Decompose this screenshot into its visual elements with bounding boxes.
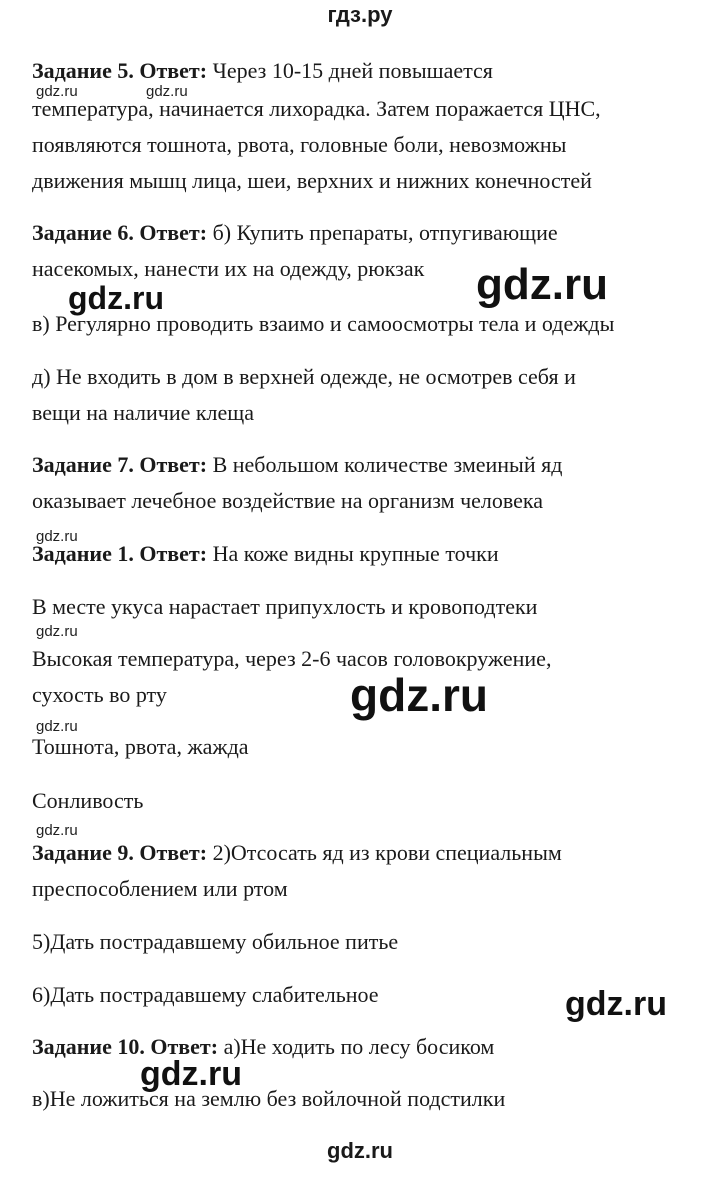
line-text: движения мышц лица, шеи, верхних и нижних конечностей — [32, 168, 592, 193]
line-text: преспособлением или ртом — [32, 876, 288, 901]
answer-line — [32, 682, 167, 708]
answer-line — [32, 929, 398, 955]
answer-line — [32, 364, 576, 390]
footer-watermark: gdz.ru — [327, 1138, 393, 1163]
line-text: Через 10-15 дней повышается — [207, 58, 493, 83]
task-label: Задание 5. Ответ: — [32, 58, 208, 83]
watermark-large: gdz.ru — [350, 669, 488, 721]
line-text: вещи на наличие клеща — [32, 400, 254, 425]
answer-line — [32, 220, 558, 246]
line-text: в) Регулярно проводить взаимо и самоосмотры тела и одежды — [32, 311, 615, 336]
answer-line — [32, 452, 562, 478]
line-text: б) Купить препараты, отпугивающие — [207, 220, 558, 245]
line-text: появляются тошнота, рвота, головные боли, невозможны — [32, 132, 567, 157]
site-header: гдз.ру — [327, 2, 393, 27]
line-text: 5)Дать пострадавшему обильное питье — [32, 929, 399, 954]
watermark-small: gdz.ru — [36, 718, 78, 735]
line-text: в)Не ложиться на землю без войлочной подстилки — [32, 1086, 506, 1111]
watermark-small: gdz.ru — [36, 528, 78, 545]
line-text: В небольшом количестве змеиный яд — [207, 452, 563, 477]
line-text: д) Не входить в дом в верхней одежде, не осмотрев себя и — [32, 364, 576, 389]
line-text: 6)Дать пострадавшему слабительное — [32, 982, 379, 1007]
answer-line — [32, 132, 566, 158]
line-text: Высокая температура, через 2-6 часов головокружение, — [32, 646, 552, 671]
answer-line — [32, 256, 424, 282]
task-label: Задание 9. Ответ: — [32, 840, 208, 865]
line-text: В месте укуса нарастает припухлость и кровоподтеки — [32, 594, 538, 619]
line-text: сухость во рту — [32, 682, 167, 707]
watermark-small: gdz.ru — [36, 822, 78, 839]
answer-line — [32, 840, 562, 866]
line-text: а)Не ходить по лесу босиком — [218, 1034, 495, 1059]
answer-line — [32, 982, 379, 1008]
task-label: Задание 1. Ответ: — [32, 541, 208, 566]
answer-line — [32, 594, 537, 620]
answer-line — [32, 400, 254, 426]
watermark-small: gdz.ru — [146, 83, 188, 100]
line-text: оказывает лечебное воздействие на организм человека — [32, 488, 544, 513]
answer-line — [32, 734, 249, 760]
answer-line — [32, 58, 493, 84]
watermark-large: gdz.ru — [565, 985, 667, 1023]
watermark-large: gdz.ru — [140, 1055, 242, 1093]
task-label: Задание 7. Ответ: — [32, 452, 208, 477]
watermark-large: gdz.ru — [476, 260, 608, 309]
answer-line — [32, 1086, 505, 1112]
line-text: насекомых, нанести их на одежду, рюкзак — [32, 256, 425, 281]
line-text: 2)Отсосать яд из крови специальным — [207, 840, 562, 865]
task-label: Задание 6. Ответ: — [32, 220, 208, 245]
answer-line — [32, 1034, 494, 1060]
line-text: На коже видны крупные точки — [207, 541, 499, 566]
answer-line — [32, 876, 288, 902]
watermark-small: gdz.ru — [36, 623, 78, 640]
watermark-small: gdz.ru — [36, 83, 78, 100]
line-text: Тошнота, рвота, жажда — [32, 734, 249, 759]
answer-line — [32, 488, 543, 514]
task-label: Задание 10. Ответ: — [32, 1034, 219, 1059]
answer-line — [32, 541, 499, 567]
answer-line — [32, 788, 143, 814]
line-text: температура, начинается лихорадка. Затем поражается ЦНС, — [32, 96, 601, 121]
answer-line — [32, 168, 592, 194]
answer-line — [32, 96, 601, 122]
watermark-large: gdz.ru — [68, 280, 164, 316]
line-text: Сонливость — [32, 788, 144, 813]
